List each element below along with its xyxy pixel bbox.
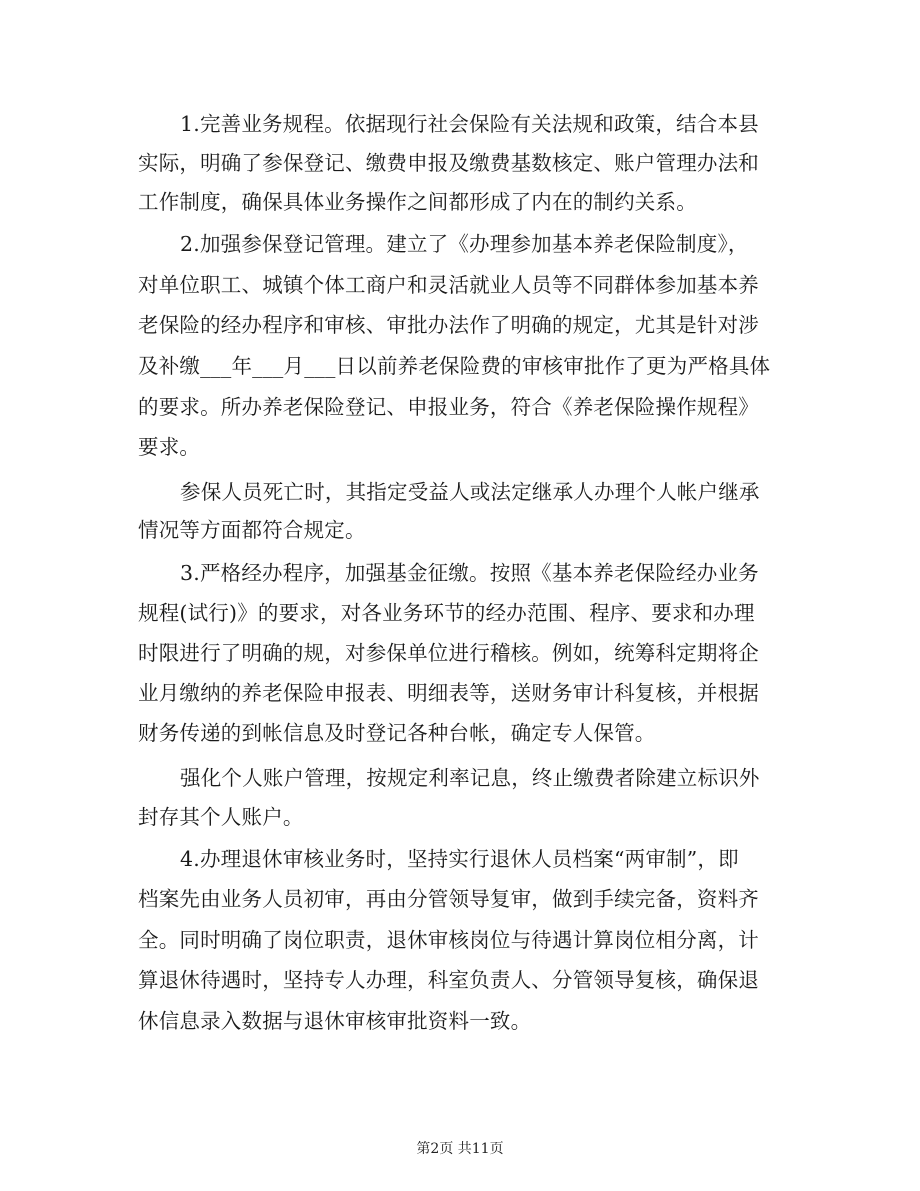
paragraph-4-line-2: 规程(试行)》的要求，对各业务环节的经办范围、程序、要求和办理	[138, 601, 755, 625]
paragraph-4-line-1: 3.严格经办程序，加强基金征缴。按照《基本养老保险经办业务	[180, 561, 759, 585]
paragraph-2-line-3: 老保险的经办程序和审核、审批办法作了明确的规定，尤其是针对涉	[138, 313, 759, 337]
paragraph-1-line-2: 实际，明确了参保登记、缴费申报及缴费基数核定、账户管理办法和	[138, 151, 759, 175]
paragraph-2-line-1: 2.加强参保登记管理。建立了《办理参加基本养老保险制度》，	[180, 232, 749, 256]
paragraph-3-line-2: 情况等方面都符合规定。	[138, 518, 366, 542]
paragraph-6-line-5: 休信息录入数据与退休审核审批资料一致。	[138, 1009, 532, 1033]
paragraph-4-line-4: 业月缴纳的养老保险申报表、明细表等，送财务审计科复核，并根据	[138, 681, 759, 705]
paragraph-2-line-5: 的要求。所办养老保险登记、申报业务，符合《养老保险操作规程》	[138, 395, 759, 419]
paragraph-1-line-1: 1.完善业务规程。依据现行社会保险有关法规和政策，结合本县	[180, 112, 759, 136]
page-number-footer: 第2页 共11页	[416, 1141, 504, 1157]
paragraph-4-line-5: 财务传递的到帐信息及时登记各种台帐，确定专人保管。	[138, 721, 656, 745]
paragraph-5-line-1: 强化个人账户管理，按规定利率记息，终止缴费者除建立标识外	[180, 766, 760, 790]
paragraph-6-line-2: 档案先由业务人员初审，再由分管领导复审，做到手续完备，资料齐	[138, 887, 759, 911]
paragraph-2-line-6: 要求。	[138, 435, 201, 459]
paragraph-1-line-3: 工作制度，确保具体业务操作之间都形成了内在的制约关系。	[138, 190, 697, 214]
paragraph-6-line-4: 算退休待遇时，坚持专人办理，科室负责人、分管领导复核，确保退	[138, 968, 759, 992]
paragraph-3-line-1: 参保人员死亡时，其指定受益人或法定继承人办理个人帐户继承	[180, 480, 760, 504]
paragraph-2-line-4: 及补缴___年___月___日以前养老保险费的审核审批作了更为严格具体	[138, 354, 771, 378]
paragraph-4-line-3: 时限进行了明确的规，对参保单位进行稽核。例如，统筹科定期将企	[138, 641, 759, 665]
paragraph-5-line-2: 封存其个人账户。	[138, 805, 304, 829]
paragraph-6-line-1: 4.办理退休审核业务时，坚持实行退休人员档案“两审制”，即	[180, 847, 739, 871]
paragraph-2-line-2: 对单位职工、城镇个体工商户和灵活就业人员等不同群体参加基本养	[138, 273, 759, 297]
paragraph-6-line-3: 全。同时明确了岗位职责，退休审核岗位与待遇计算岗位相分离，计	[138, 928, 759, 952]
